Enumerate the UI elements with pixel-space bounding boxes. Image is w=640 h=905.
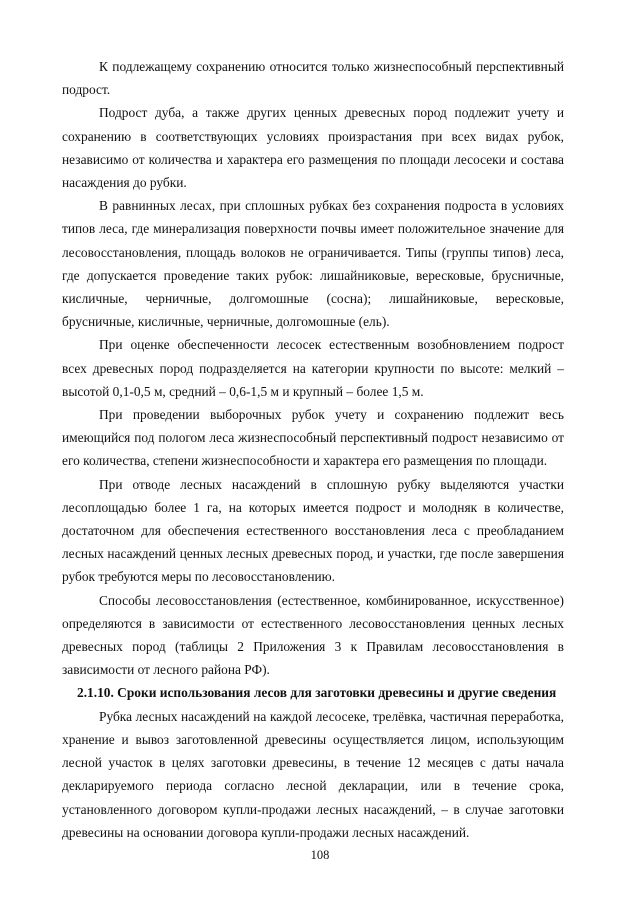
paragraph: При проведении выборочных рубок учету и сохранению подлежит весь имеющийся под пологом леса жизнеспособный перспективный подрост независимо от его количества, степени жизнеспособности и характера его размещения по площади. <box>62 407 564 469</box>
paragraph: К подлежащему сохранению относится только жизнеспособный перспективный подрост. <box>62 59 564 98</box>
paragraph: Способы лесовосстановления (естественное, комбинированное, искусственное) определяются в зависимости от естественного лесовосстановления ценных лесных древесных пород (таблицы 2 Приложения 3 к Правилам лесовосстановления в зависимости от лесного района РФ). <box>62 592 564 678</box>
paragraph: В равнинных лесах, при сплошных рубках без сохранения подроста в условиях типов леса, где минерализация поверхности почвы имеет положительное значение для лесовосстановления, площадь волоков не ограничивается. Типы (группы типов) леса, где допускается проведение таких рубок: лишайниковые, вересковые, брусничные, кисличные, черничные, долгомошные (сосна); лишайниковые, вересковые, брусничные, кисличные, черничные, долгомошные (ель). <box>62 198 564 330</box>
section-heading: 2.1.10. Сроки использования лесов для заготовки древесины и другие сведения <box>77 685 557 701</box>
paragraph: Рубка лесных насаждений на каждой лесосеке, трелёвка, частичная переработка, хранение и вывоз заготовленной древесины осуществляется лицом, использующим лесной участок в целях заготовки древесины, в течение 12 месяцев с даты начала декларируемого периода согласно лесной декларации, или в течение срока, установленного договором купли-продажи лесных насаждений, – в случае заготовки древесины на основании договора купли-продажи лесных насаждений. <box>62 708 564 840</box>
paragraph: При оценке обеспеченности лесосек естественным возобновлением подрост всех древесных пород подразделяется на категории крупности по высоте: мелкий – высотой 0,1-0,5 м, средний – 0,6-1,5 м и крупный – более 1,5 м. <box>62 337 564 399</box>
document-body <box>62 55 564 844</box>
paragraph: При отводе лесных насаждений в сплошную рубку выделяются участки лесоплощадью более 1 га, на которых имеется подрост и молодняк в количестве, достаточном для обеспечения естественного восстановления леса с преобладанием лесных насаждений ценных лесных древесных пород, и участки, где после завершения рубок требуются меры по лесовосстановлению. <box>62 476 564 585</box>
paragraph: Подрост дуба, а также других ценных древесных пород подлежит учету и сохранению в соответствующих условиях произрастания при всех видах рубок, независимо от количества и характера его размещения по площади лесосеки и состава насаждения до рубки. <box>62 105 564 191</box>
page-number: 108 <box>310 848 330 862</box>
